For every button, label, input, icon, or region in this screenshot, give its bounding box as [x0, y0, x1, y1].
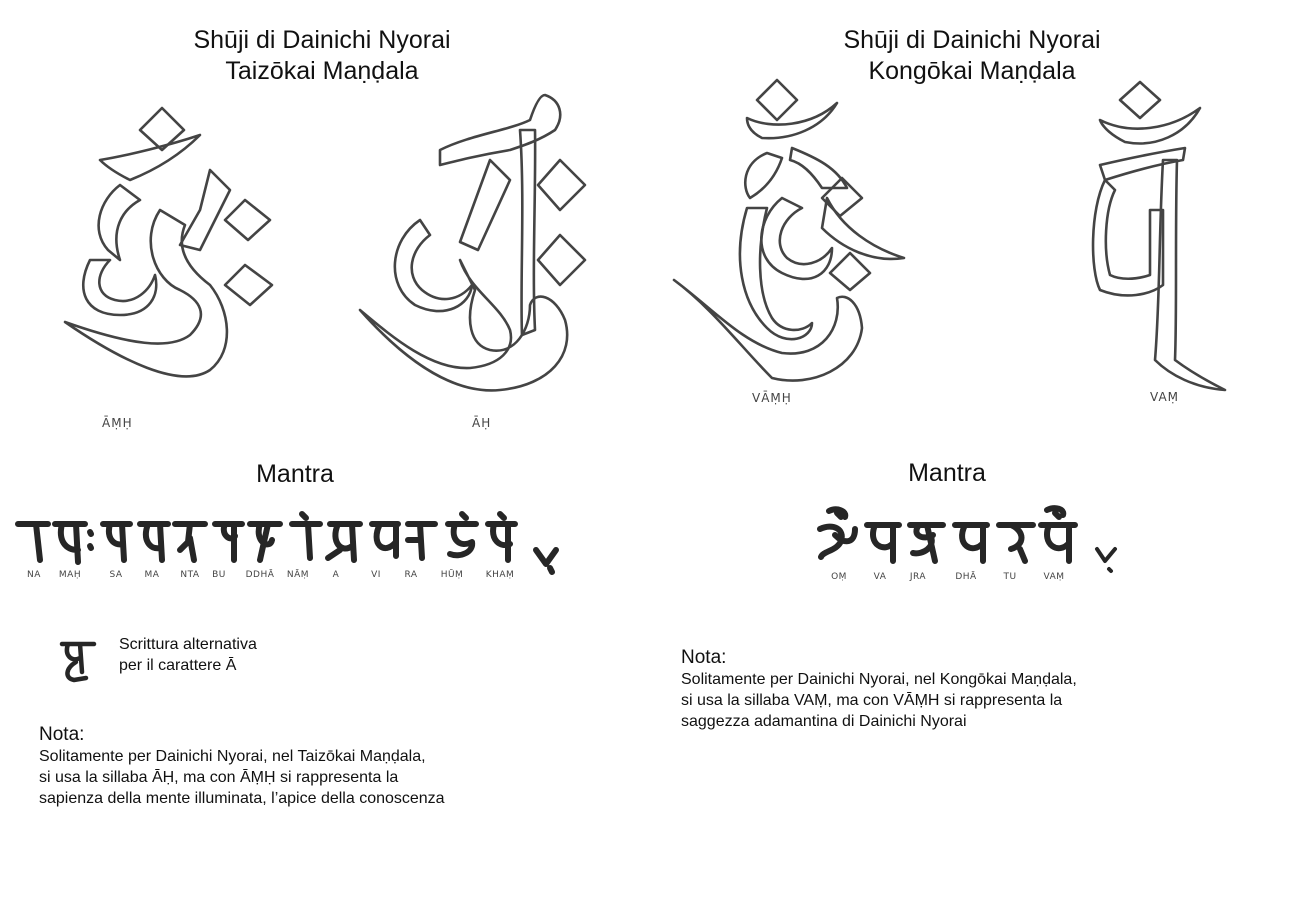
glyph-ah-outline: [360, 90, 620, 400]
glyph-vamh-outline: [672, 78, 912, 388]
left-mantra-heading: Mantra: [256, 460, 334, 488]
left-mantra-calligraphy: [10, 510, 570, 575]
right-glyph2-caption: VAṂ: [1150, 390, 1180, 404]
mantra-syllable: A: [332, 570, 340, 580]
left-note: [39, 724, 445, 809]
mantra-syllable: BU: [212, 570, 226, 580]
mantra-syllable: SA: [109, 570, 123, 580]
left-title-line1: Shūji di Dainichi Nyorai: [193, 26, 451, 54]
mantra-syllable: MA: [144, 570, 160, 580]
left-note-line1: Solitamente per Dainichi Nyorai, nel Taizōkai Maṇḍala,: [39, 748, 426, 765]
alt-a-glyph: [58, 638, 98, 684]
mantra-syllable: DDHĀ: [245, 570, 275, 580]
glyph-amh-outline: [60, 100, 300, 400]
right-note-line1: Solitamente per Dainichi Nyorai, nel Kongōkai Maṇḍala,: [681, 671, 1077, 688]
mantra-syllable: KHAṂ: [485, 570, 515, 580]
right-note-title: Nota:: [681, 647, 727, 668]
mantra-syllable: NĀṂ: [286, 570, 310, 580]
left-title-line2: Taizōkai Maṇḍala: [225, 57, 419, 85]
left-note-title: Nota:: [39, 724, 85, 745]
right-glyph1-caption: VĀṂḤ: [752, 391, 792, 405]
mantra-syllable: VA: [873, 572, 887, 582]
alt-script-line1: Scrittura alternativa: [119, 636, 257, 653]
right-mantra-heading: Mantra: [908, 459, 986, 487]
mantra-syllable: MAḤ: [58, 570, 82, 580]
alt-script-line2: per il carattere Ā: [119, 657, 237, 674]
alt-script-note: [119, 634, 257, 676]
right-title-line2: Kongōkai Maṇḍala: [868, 57, 1076, 85]
mantra-syllable: VI: [371, 570, 381, 580]
mantra-syllable: DHĀ: [955, 572, 977, 582]
right-mantra-calligraphy: [815, 505, 1125, 575]
right-note-line3: saggezza adamantina di Dainichi Nyorai: [681, 713, 967, 730]
glyph-vam-outline: [1085, 80, 1245, 400]
right-title-line1: Shūji di Dainichi Nyorai: [843, 26, 1101, 54]
left-title: [122, 25, 522, 87]
mantra-syllable: TU: [1003, 572, 1017, 582]
left-glyph2-caption: ĀḤ: [472, 416, 492, 430]
mantra-syllable: OṂ: [831, 572, 847, 582]
mantra-syllable: RA: [404, 570, 418, 580]
right-note-line2: si usa la sillaba VAṂ, ma con VĀṂH si rappresenta la: [681, 692, 1063, 709]
mantra-syllable: NA: [27, 570, 41, 580]
mantra-syllable: HŪṂ: [440, 570, 464, 580]
mantra-syllable: VAṂ: [1043, 572, 1065, 582]
left-note-line3: sapienza della mente illuminata, l’apice della conoscenza: [39, 790, 445, 807]
mantra-syllable: JRA: [909, 572, 927, 582]
left-glyph1-caption: ĀṂḤ: [102, 416, 133, 430]
mantra-syllable: NTA: [180, 570, 200, 580]
right-note: [681, 647, 1077, 732]
left-note-line2: si usa la sillaba ĀḤ, ma con ĀṂḤ si rappresenta la: [39, 769, 399, 786]
